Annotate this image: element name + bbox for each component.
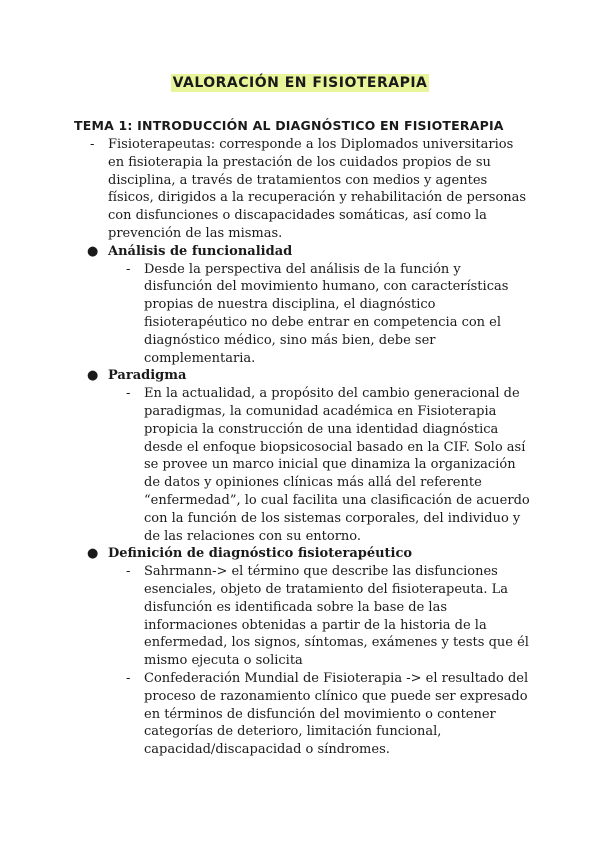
list-item xyxy=(72,385,532,545)
list-item-text: Confederación Mundial de Fisioterapia -> el resultado del proceso de razonamiento clínico que puede ser expresado en términos de disfunción del movimiento o contener categorías de deterioro, limitación funcional, capacidad/discapacidad o síndromes. xyxy=(144,670,529,758)
section-heading-label: Análisis de funcionalidad xyxy=(108,243,293,259)
intro-text: Fisioterapeutas: corresponde a los Diplomados universitarios en fisioterapia la prestación de los cuidados propios de su disciplina, a través de tratamientos con medios y agentes físicos, dirigidos a la recuperación y rehabilitación de personas con disfunciones o discapacidades somáticas, así como la prevención de las mismas. xyxy=(108,137,527,241)
section-heading-funcionalidad xyxy=(72,243,532,261)
list-item-text: Sahrmann-> el término que describe las disfunciones esenciales, objeto de tratamiento del fisioterapeuta. La disfunción es identificada sobre la base de las informaciones obtenidas a partir de la historia de la enfermedad, los signos, síntomas, exámenes y tests que él mismo ejecuta o solicita xyxy=(144,564,529,669)
dash-marker: - xyxy=(90,137,95,152)
bullet-icon: ● xyxy=(87,243,99,259)
list-item xyxy=(72,261,532,368)
intro-item xyxy=(72,136,532,243)
dash-marker: - xyxy=(126,670,131,686)
list-item xyxy=(72,670,532,759)
section-heading-label: Paradigma xyxy=(108,368,187,384)
list-item-text: Desde la perspectiva del análisis de la función y disfunción del movimiento humano, con características propias de nuestra disciplina, el diagnóstico fisioterapéutico no debe entrar en competencia con el diagnóstico médico, sino más bien, debe ser complementaria. xyxy=(144,261,509,366)
bullet-icon: ● xyxy=(87,368,99,384)
tema-heading: TEMA 1: INTRODUCCIÓN AL DIAGNÓSTICO EN FISIOTERAPIA xyxy=(74,118,504,133)
dash-marker: - xyxy=(126,564,131,580)
section-heading-label: Definición de diagnóstico fisioterapéutico xyxy=(108,546,413,562)
document-body xyxy=(72,136,532,759)
section-heading-definicion xyxy=(72,545,532,563)
list-item-text: En la actualidad, a propósito del cambio generacional de paradigmas, la comunidad académica en Fisioterapia propicia la construcción de una identidad diagnóstica desde el enfoque biopsicosocial basado en la CIF. Solo así se provee un marco inicial que dinamiza la organización de datos y opiniones clínicas más allá del referente “enfermedad”, lo cual facilita una clasificación de acuerdo con la función de los sistemas corporales, del individuo y de las relaciones con su entorno. xyxy=(144,386,530,544)
dash-marker: - xyxy=(126,261,131,277)
dash-marker: - xyxy=(126,386,131,402)
bullet-icon: ● xyxy=(87,546,99,562)
title-highlight: VALORACIÓN EN FISIOTERAPIA xyxy=(172,75,428,91)
list-item xyxy=(72,563,532,670)
section-heading-paradigma xyxy=(72,367,532,385)
page-title xyxy=(0,72,600,91)
